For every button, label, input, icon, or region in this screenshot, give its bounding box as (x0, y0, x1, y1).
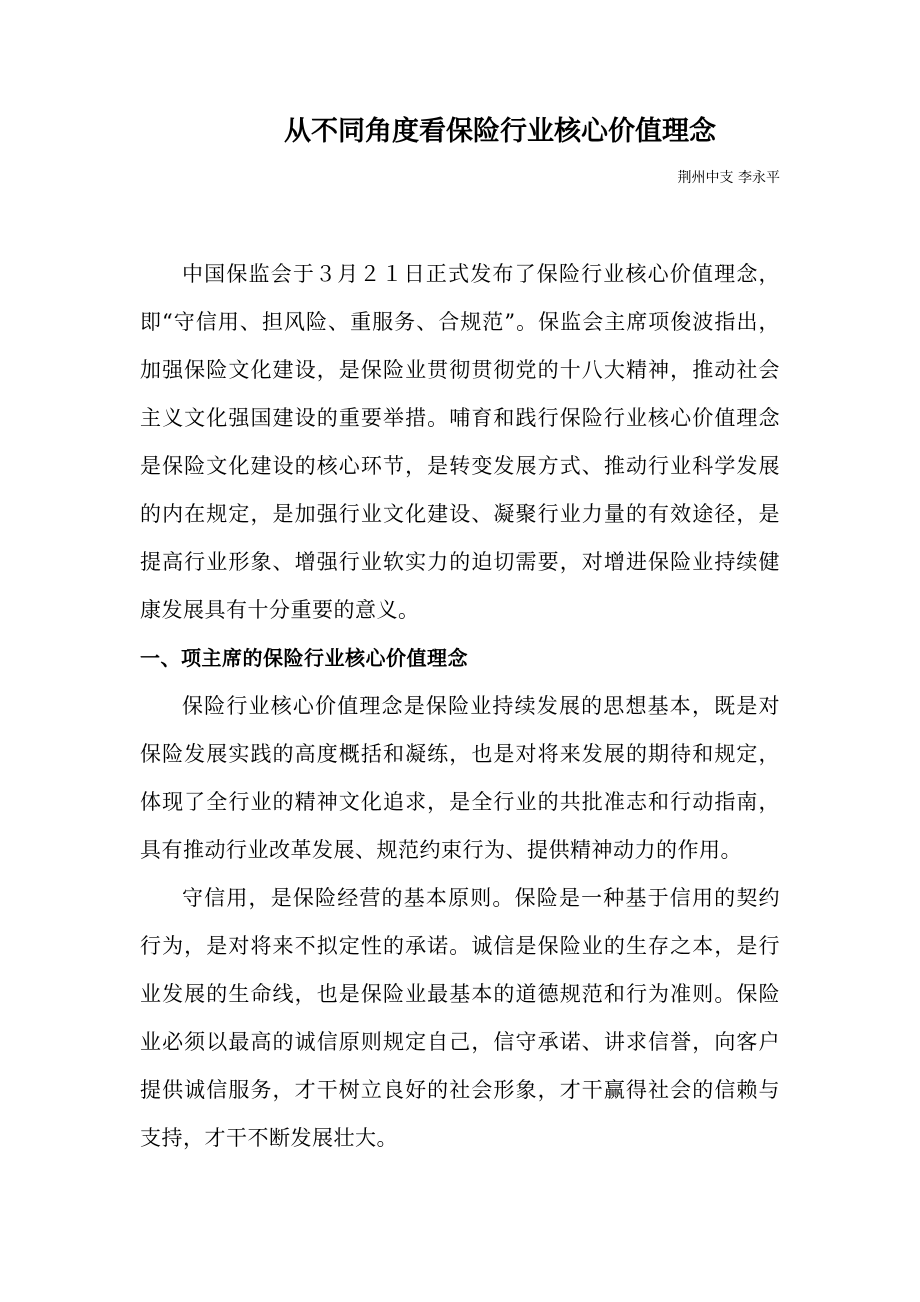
core-values-paragraph: 保险行业核心价值理念是保险业持续发展的思想基本，既是对保险发展实践的高度概括和凝练，也是对将来发展的期待和规定，体现了全行业的精神文化追求，是全行业的共批准志和行动指南，具有推动行业改革发展、规范约束行为、提供精神动力的作用。 (140, 694, 780, 862)
intro-paragraph: 中国保监会于３月２１日正式发布了保险行业核心价值理念，即“守信用、担风险、重服务、合规范”。保监会主席项俊波指出，加强保险文化建设，是保险业贯彻贯彻党的十八大精神，推动社会主义文化强国建设的重要举措。哺育和践行保险行业核心价值理念是保险文化建设的核心环节，是转变发展方式、推动行业科学发展的内在规定，是加强行业文化建设、凝聚行业力量的有效途径，是提高行业形象、增强行业软实力的迫切需要，对增进保险业持续健康发展具有十分重要的意义。 (140, 262, 780, 622)
author-byline: 荆州中支 李永平 (677, 170, 780, 186)
document-title: 从不同角度看保险行业核心价值理念 (284, 116, 716, 147)
section-heading: 一、项主席的保险行业核心价值理念 (140, 646, 468, 670)
trust-paragraph: 守信用，是保险经营的基本原则。保险是一种基于信用的契约行为，是对将来不拟定性的承诺。诚信是保险业的生存之本，是行业发展的生命线，也是保险业最基本的道德规范和行为准则。保险业必须以最高的诚信原则规定自己，信守承诺、讲求信誉，向客户提供诚信服务，才干树立良好的社会形象，才干赢得社会的信赖与支持，才干不断发展壮大。 (140, 886, 780, 1150)
document-body (140, 250, 780, 1162)
